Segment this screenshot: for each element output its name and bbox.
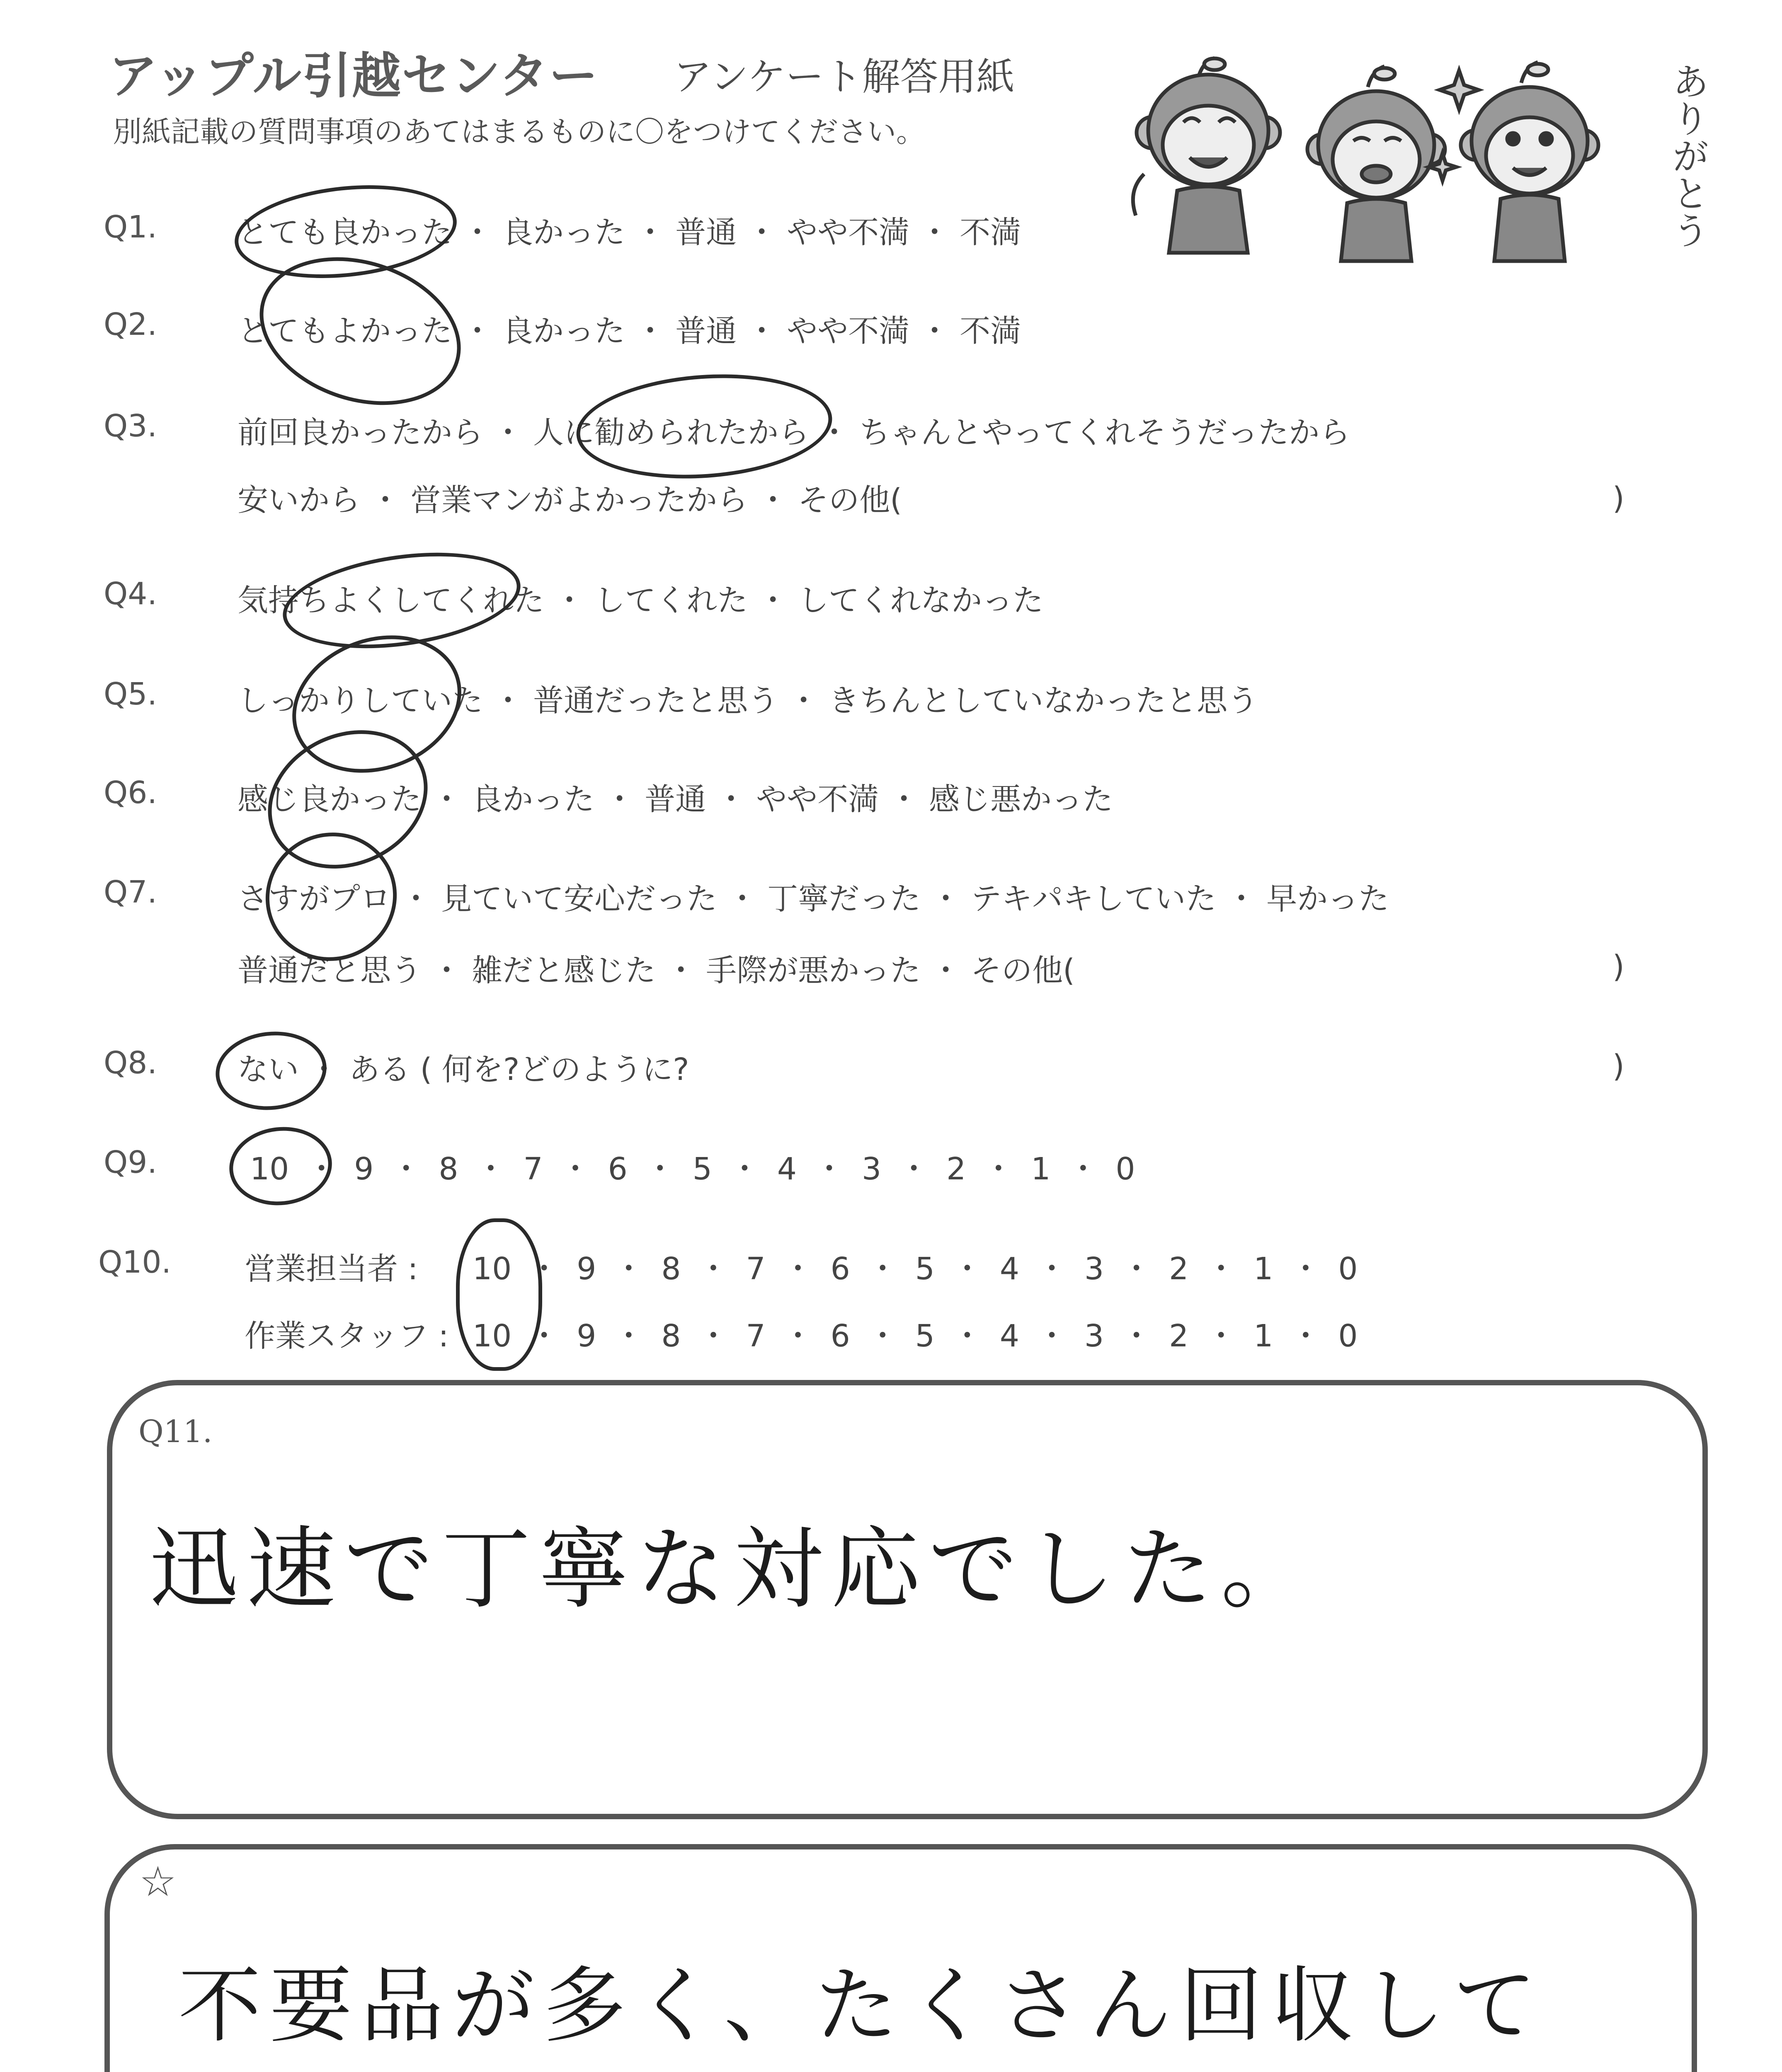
q3-paren-close: ) xyxy=(1612,481,1624,516)
q8-answer-circle xyxy=(212,1026,330,1116)
q7-label: Q7. xyxy=(104,874,157,910)
monkey-mascot-icon xyxy=(1307,66,1445,261)
q9-answer-circle xyxy=(225,1122,336,1210)
q9-scale: 10 ・ 9 ・ 8 ・ 7 ・ 6 ・ 5 ・ 4 ・ 3 ・ 2 ・ 1 ・ 0 xyxy=(250,1151,1135,1187)
q11-label: Q11. xyxy=(138,1414,213,1450)
q10-staff-scale: 10 ・ 9 ・ 8 ・ 7 ・ 6 ・ 5 ・ 4 ・ 3 ・ 2 ・ 1 ・ 0 xyxy=(473,1318,1358,1354)
q11-handwritten-answer: 迅速で丁寧な対応でした。 xyxy=(149,1517,1318,1621)
q5-options: しっかりしていた ・ 普通だったと思う ・ きちんとしていなかったと思う xyxy=(238,683,1258,719)
thanks-text: ありがとう xyxy=(1666,62,1709,249)
form-title: アップル引越センター xyxy=(109,47,599,104)
q10-sales-scale: 10 ・ 9 ・ 8 ・ 7 ・ 6 ・ 5 ・ 4 ・ 3 ・ 2 ・ 1 ・ 0 xyxy=(473,1251,1358,1287)
q3-label: Q3. xyxy=(104,408,157,444)
form-instruction: 別紙記載の質問事項のあてはまるものに〇をつけてください。 xyxy=(113,115,925,149)
q6-options: 感じ良かった ・ 良かった ・ 普通 ・ やや不満 ・ 感じ悪かった xyxy=(238,782,1113,817)
comment-line-1: 不要品が多く、たくさん回収して xyxy=(178,1958,1545,2054)
q10-label: Q10. xyxy=(98,1244,171,1280)
q8-paren-close: ) xyxy=(1612,1048,1624,1084)
q2-options: とてもよかった ・ 良かった ・ 普通 ・ やや不満 ・ 不満 xyxy=(238,313,1021,349)
q3-options-line2: 安いから ・ 営業マンがよかったから ・ その他( xyxy=(238,482,902,518)
q8-label: Q8. xyxy=(104,1045,157,1081)
q6-label: Q6. xyxy=(104,775,157,811)
q7-paren-close: ) xyxy=(1612,949,1624,985)
monkey-mascot-icon xyxy=(1461,62,1598,261)
q2-label: Q2. xyxy=(104,307,157,342)
monkey-mascots-illustration xyxy=(1127,50,1637,265)
q4-options: 気持ちよくしてくれた ・ してくれた ・ してくれなかった xyxy=(238,583,1044,618)
q5-label: Q5. xyxy=(104,676,157,712)
q7-options-line1: さすがプロ ・ 見ていて安心だった ・ 丁寧だった ・ テキパキしていた ・ 早かった xyxy=(238,881,1389,917)
q4-label: Q4. xyxy=(104,576,157,612)
q10-answer-mark xyxy=(456,1218,542,1371)
form-subtitle: アンケート解答用紙 xyxy=(674,55,1015,99)
q3-options-line1: 前回良かったから ・ 人に勧められたから ・ ちゃんとやってくれそうだったから xyxy=(238,415,1350,450)
q10-staff-label: 作業スタッフ : xyxy=(245,1318,449,1354)
monkey-mascot-icon xyxy=(1133,58,1280,253)
q1-options: とても良かった ・ 良かった ・ 普通 ・ やや不満 ・ 不満 xyxy=(238,215,1021,250)
q8-options: ない ・ ある ( 何を?どのように? xyxy=(238,1052,689,1087)
q7-options-line2: 普通だと思う ・ 雑だと感じた ・ 手際が悪かった ・ その他( xyxy=(238,953,1075,988)
star-outline-icon: ☆ xyxy=(139,1857,177,1906)
q9-label: Q9. xyxy=(104,1145,157,1180)
q3-answer-circle xyxy=(573,366,836,487)
q10-sales-label: 営業担当者 : xyxy=(245,1251,418,1287)
q1-label: Q1. xyxy=(104,209,157,245)
